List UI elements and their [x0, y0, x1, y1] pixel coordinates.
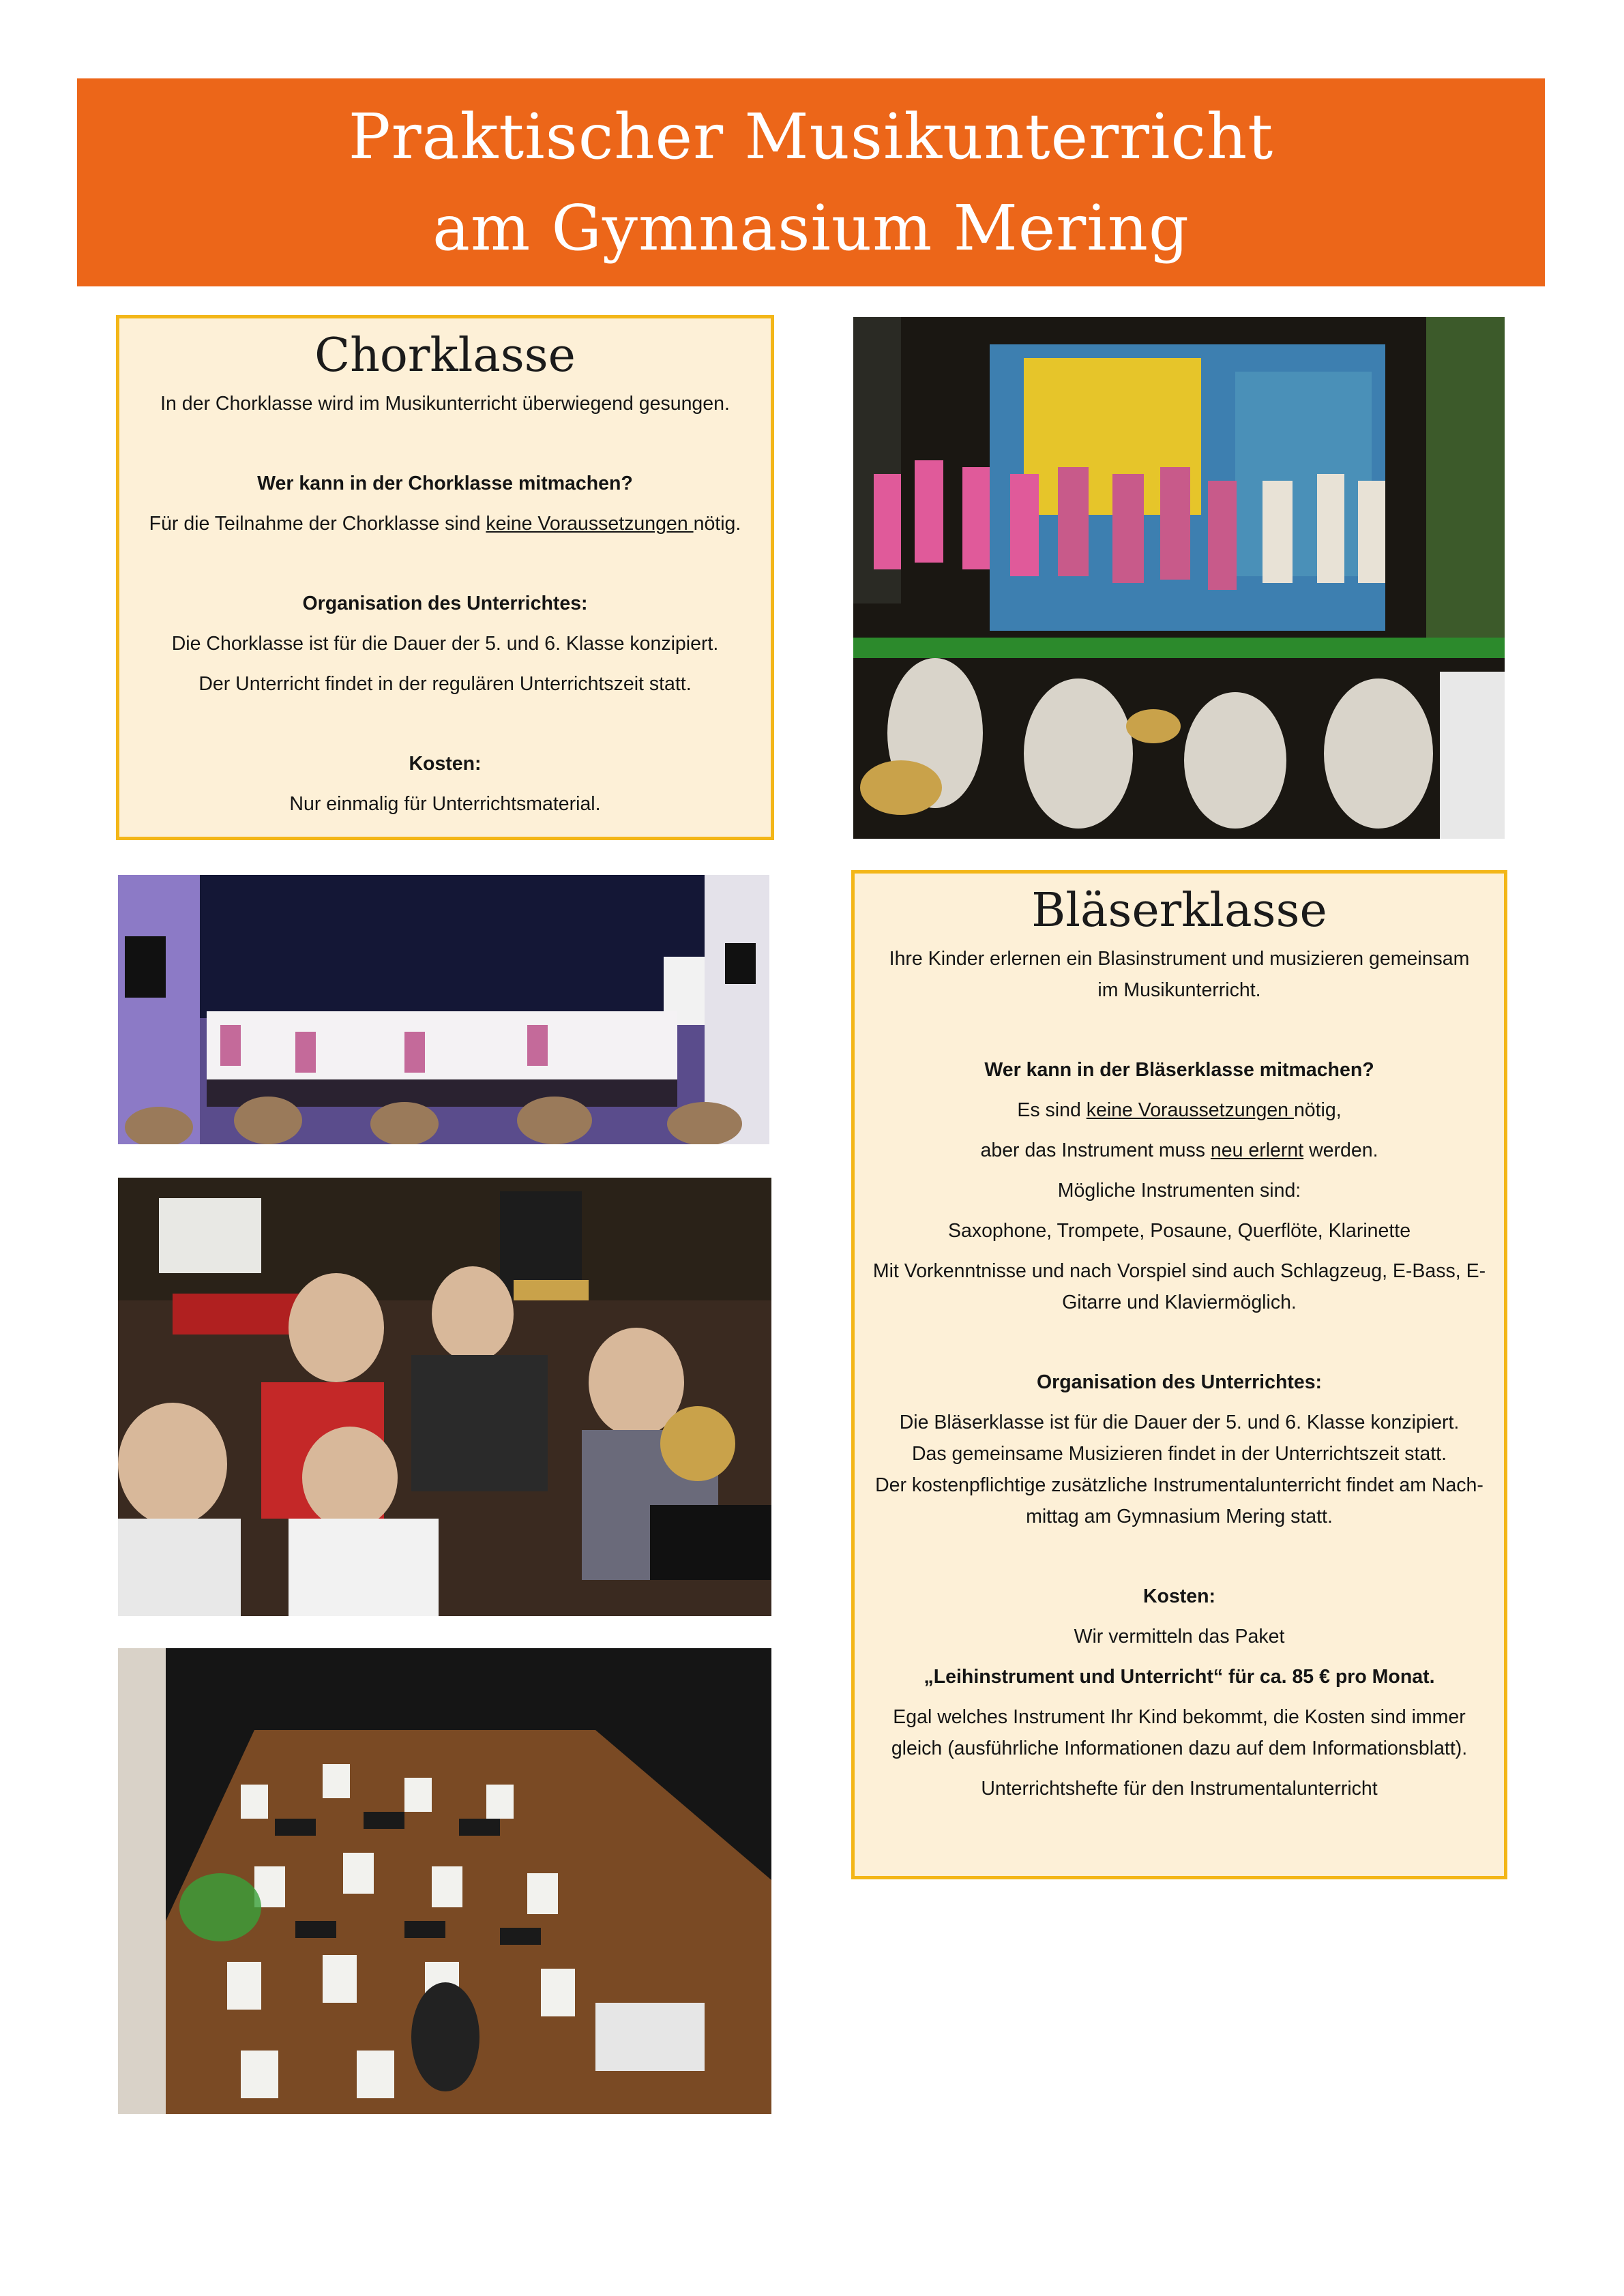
photo-wind-rehearsal — [118, 1178, 771, 1616]
page-header — [77, 78, 1545, 286]
photo-orchestra-overview-image — [118, 1648, 771, 2114]
blaeserklasse-cost-package: Wir vermitteln das Paket — [1074, 1626, 1285, 1648]
chorklasse-who-heading: Wer kann in der Chorklasse mitmachen? — [257, 473, 633, 494]
chorklasse-org-heading: Organisation des Unterrichtes: — [302, 593, 588, 614]
blaeserklasse-requirements-underlined: keine Voraussetzungen — [1086, 1099, 1294, 1121]
chorklasse-org-time: Der Unterricht findet in der regulären Unterrichtszeit statt. — [198, 673, 692, 695]
blaeserklasse-who-heading: Wer kann in der Bläserklasse mitmachen? — [984, 1059, 1374, 1081]
blaeserklasse-box — [851, 870, 1507, 1879]
blaeserklasse-instruments-heading: Mögliche Instrumenten sind: — [1057, 1180, 1301, 1202]
photo-choir-concert — [118, 875, 769, 1144]
blaeserklasse-cost-books: Unterrichtshefte für den Instrumentalunterricht — [981, 1778, 1378, 1800]
chorklasse-cost-heading: Kosten: — [409, 753, 482, 775]
page-title-line-1: Praktischer Musikunterricht — [348, 100, 1274, 173]
chorklasse-title: Chorklasse — [314, 329, 576, 383]
blaeserklasse-extra-instruments: Mit Vorkenntnisse und nach Vorspiel sind auch Schlagzeug, E-Bass, E-Gitarre und Klaviermöglich. — [872, 1260, 1486, 1313]
chorklasse-requirements: Für die Teilnahme der Chorklasse sind keine Voraussetzungen nötig. — [149, 513, 741, 535]
blaeserklasse-org-heading: Organisation des Unterrichtes: — [1036, 1371, 1323, 1393]
blaeserklasse-title: Bläserklasse — [1031, 884, 1327, 938]
blaeserklasse-org-lessons: Der kostenpflichtige zusätzliche Instrumentalunterricht findet am Nach-mittag am Gymnasium Mering statt. — [875, 1474, 1483, 1527]
photo-stage-performance-image — [853, 317, 1505, 839]
blaeserklasse-learn-new-underlined: neu erlernt — [1210, 1139, 1304, 1161]
blaeserklasse-org-duration: Die Bläserklasse ist für die Dauer der 5. und 6. Klasse konzipiert. — [899, 1412, 1460, 1433]
photo-stage-performance — [853, 317, 1505, 839]
blaeserklasse-cost-price: „Leihinstrument und Unterricht“ für ca. 85 € pro Monat. — [924, 1666, 1435, 1688]
blaeserklasse-org-time: Das gemeinsame Musizieren findet in der Unterrichtszeit statt. — [911, 1443, 1447, 1465]
chorklasse-intro: In der Chorklasse wird im Musikunterricht überwiegend gesungen. — [160, 393, 730, 415]
chorklasse-requirements-underlined: keine Voraussetzungen — [486, 513, 694, 535]
chorklasse-org-duration: Die Chorklasse ist für die Dauer der 5. und 6. Klasse konzipiert. — [171, 633, 719, 655]
page-title-line-2: am Gymnasium Mering — [432, 191, 1190, 265]
blaeserklasse-intro: Ihre Kinder erlernen ein Blasinstrument und musizieren gemeinsam im Musikunterricht. — [889, 948, 1470, 1001]
photo-wind-rehearsal-image — [118, 1178, 771, 1616]
chorklasse-cost-text: Nur einmalig für Unterrichtsmaterial. — [289, 793, 601, 815]
blaeserklasse-learn-new: aber das Instrument muss neu erlernt werden. — [980, 1139, 1378, 1161]
blaeserklasse-instruments-list: Saxophone, Trompete, Posaune, Querflöte, Klarinette — [947, 1220, 1411, 1242]
blaeserklasse-requirements: Es sind keine Voraussetzungen nötig, — [1017, 1099, 1342, 1121]
blaeserklasse-cost-heading: Kosten: — [1142, 1585, 1216, 1607]
photo-choir-concert-image — [118, 875, 769, 1144]
chorklasse-box — [116, 315, 774, 840]
photo-orchestra-overview — [118, 1648, 771, 2114]
blaeserklasse-cost-equal: Egal welches Instrument Ihr Kind bekommt, die Kosten sind immer gleich (ausführliche Informationen dazu auf dem Informationsblatt). — [891, 1706, 1468, 1759]
